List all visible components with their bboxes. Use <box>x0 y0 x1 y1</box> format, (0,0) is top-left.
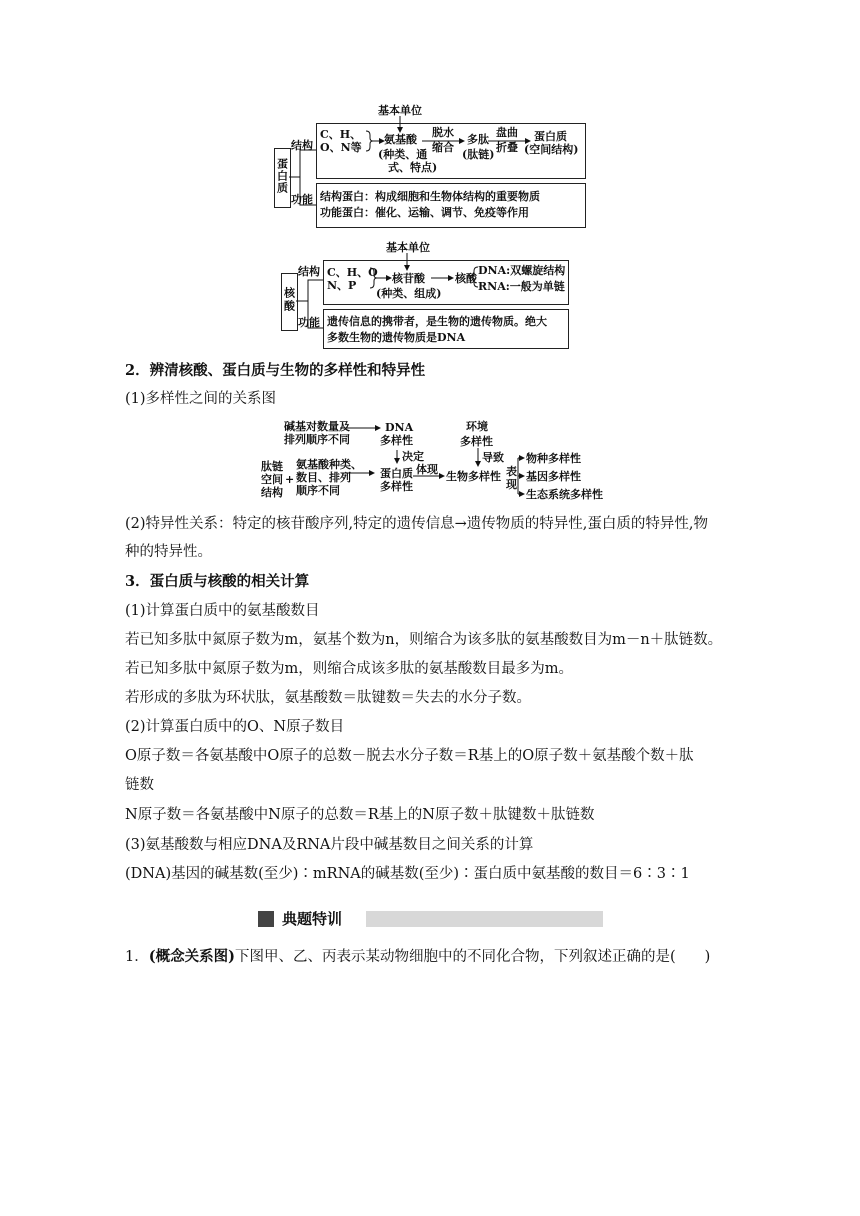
nucleic-elements-1: C、H、O <box>327 266 378 279</box>
section3-heading: 3．蛋白质与核酸的相关计算 <box>125 573 310 590</box>
protein-structure-label: 结构 <box>291 139 313 152</box>
protein-step2-b: 折叠 <box>496 141 518 154</box>
nucleic-structure-branch <box>296 280 323 301</box>
div-dna-2: 多样性 <box>380 434 413 447</box>
div-dna-1: DNA <box>385 421 414 434</box>
div-env-1: 环境 <box>466 420 488 433</box>
protein-aa-note-1: (种类、通 <box>378 148 428 161</box>
protein-elements-2: O、N等 <box>320 141 362 154</box>
nucleic-brace <box>370 268 377 288</box>
nucleic-function-line-2: 多数生物的遗传物质是DNA <box>327 331 466 344</box>
protein-elements-1: C、H、 <box>320 128 362 141</box>
protein-aa-note-2: 式、特点) <box>388 161 438 174</box>
protein-aa: 氨基酸 <box>384 133 417 146</box>
div-peptide-2: 空间 <box>261 473 283 486</box>
div-aa-3: 顺序不同 <box>296 484 340 497</box>
question-1-text: 下图甲、乙、丙表示某动物细胞中的不同化合物，下列叙述正确的是( ) <box>234 949 711 965</box>
section2-heading: 2．辨清核酸、蛋白质与生物的多样性和特异性 <box>125 362 426 379</box>
div-bio: 生物多样性 <box>446 470 501 483</box>
protein-polypeptide-a: 多肽 <box>467 133 489 146</box>
training-square-icon <box>258 911 274 927</box>
section3-line-4: 若形成的多肽为环状肽，氨基酸数＝肽键数＝失去的水分子数。 <box>125 690 531 706</box>
nucleic-nucleic: 核酸 <box>455 272 477 285</box>
section3-line-1: (1)计算蛋白质中的氨基酸数目 <box>125 603 320 619</box>
div-result-species: 物种多样性 <box>526 452 581 465</box>
protein-root-text: 蛋白质 <box>275 158 289 194</box>
div-protein-1: 蛋白质 <box>380 467 413 480</box>
protein-final-a: 蛋白质 <box>534 130 567 143</box>
question-1-number: 1． <box>125 949 149 965</box>
protein-unit-label: 基本单位 <box>378 104 422 117</box>
nucleic-function-branch <box>296 301 323 328</box>
nucleic-type-dna: DNA:双螺旋结构 <box>478 264 566 277</box>
div-result-eco: 生态系统多样性 <box>526 488 603 501</box>
div-plus: + <box>285 473 295 486</box>
protein-structure-branch <box>289 150 316 177</box>
training-band <box>258 909 603 929</box>
nucleic-function-label: 功能 <box>298 316 320 329</box>
section3-line-6: O原子数＝各氨基酸中O原子的总数－脱去水分子数＝R基上的O原子数＋氨基酸个数＋肽 <box>125 748 694 764</box>
section3-line-3: 若已知多肽中氮原子数为m，则缩合成该多肽的氨基酸数目最多为m。 <box>125 661 573 677</box>
training-bar <box>366 911 603 927</box>
section3-line-9: (3)氨基酸数与相应DNA及RNA片段中碱基数目之间关系的计算 <box>125 837 534 853</box>
div-decide: 决定 <box>402 450 424 463</box>
nucleic-nucleotide-note: (种类、组成) <box>376 287 442 300</box>
nucleic-nucleotide: 核苷酸 <box>392 272 425 285</box>
div-protein-2: 多样性 <box>380 480 413 493</box>
section2-sub2-line2: 种的特异性。 <box>125 544 212 560</box>
div-base-pairs-1: 碱基对数量及 <box>284 420 350 433</box>
section3-line-7: 链数 <box>125 777 154 793</box>
div-show-2: 现 <box>506 478 517 491</box>
protein-brace <box>366 131 373 151</box>
nucleic-unit-label: 基本单位 <box>386 241 430 254</box>
div-peptide-3: 结构 <box>261 486 283 499</box>
section2-sub1: (1)多样性之间的关系图 <box>125 391 277 407</box>
div-aa-2: 数目、排列 <box>296 471 351 484</box>
nucleic-type-brace <box>471 267 478 287</box>
nucleic-elements-2: N、P <box>327 279 357 292</box>
section2-sub2-line1: (2)特异性关系：特定的核苷酸序列,特定的遗传信息→遗传物质的特异性,蛋白质的特异性,物 <box>125 516 709 532</box>
div-show-1: 表 <box>506 465 517 478</box>
div-result-gene: 基因多样性 <box>526 470 581 483</box>
div-base-pairs-2: 排列顺序不同 <box>284 433 350 446</box>
nucleic-structure-label: 结构 <box>298 265 320 278</box>
section3-line-8: N原子数＝各氨基酸中N原子的总数＝R基上的N原子数＋肽键数＋肽链数 <box>125 807 595 823</box>
protein-step1-b: 缩合 <box>432 141 454 154</box>
div-peptide-1: 肽链 <box>261 460 283 473</box>
protein-polypeptide-b: (肽链) <box>462 148 495 161</box>
div-embody: 体现 <box>416 463 438 476</box>
protein-step2-a: 盘曲 <box>496 126 518 139</box>
protein-function-label: 功能 <box>291 193 313 206</box>
div-lead: 导致 <box>482 451 504 464</box>
section3-line-5: (2)计算蛋白质中的O、N原子数目 <box>125 719 345 735</box>
diagram-connectors <box>0 0 860 520</box>
section3-line-10: (DNA)基因的碱基数(至少)∶mRNA的碱基数(至少)∶蛋白质中氨基酸的数目＝6∶3∶1 <box>125 866 690 882</box>
question-1-tag: (概念关系图) <box>148 948 235 965</box>
protein-function-line-1: 结构蛋白：构成细胞和生物体结构的重要物质 <box>320 190 540 203</box>
nucleic-type-rna: RNA:一般为单链 <box>478 280 565 293</box>
div-aa-1: 氨基酸种类、 <box>296 458 362 471</box>
div-env-2: 多样性 <box>460 435 493 448</box>
training-title: 典题特训 <box>282 910 343 928</box>
question-1 <box>125 947 710 967</box>
nucleic-root-text: 核酸 <box>282 287 296 313</box>
protein-function-branch <box>289 177 316 205</box>
protein-final-b: (空间结构) <box>524 143 579 156</box>
section3-line-2: 若已知多肽中氮原子数为m，氨基个数为n，则缩合为该多肽的氨基酸数目为m－n＋肽链数。 <box>125 632 723 648</box>
nucleic-function-line-1: 遗传信息的携带者，是生物的遗传物质。绝大 <box>327 315 547 328</box>
protein-step1-a: 脱水 <box>432 126 454 139</box>
protein-function-line-2: 功能蛋白：催化、运输、调节、免疫等作用 <box>320 206 529 219</box>
